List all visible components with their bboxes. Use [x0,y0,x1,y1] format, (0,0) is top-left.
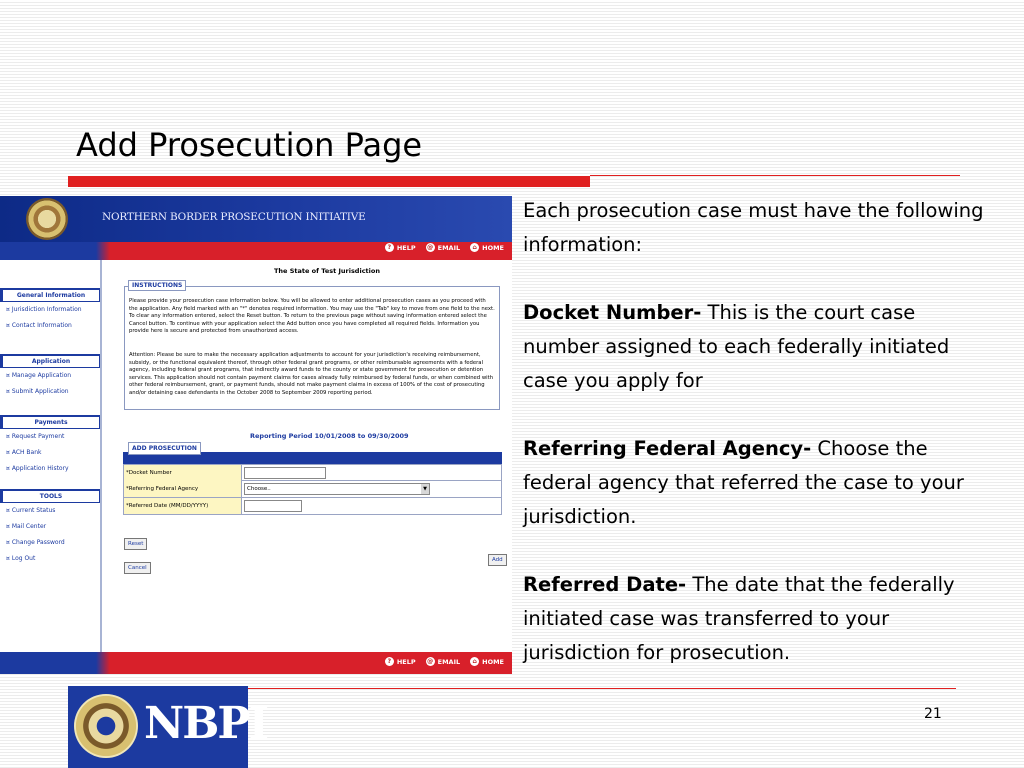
screenshot-banner [0,196,512,242]
help-label: HELP [396,243,416,252]
email-icon: @ [427,658,434,665]
home-icon: ⌂ [470,657,479,666]
home-label: HOME [482,657,504,666]
date-paragraph [523,568,993,670]
docket-label: *Docket Number [124,465,242,481]
agency-label: *Referring Federal Agency [124,481,242,497]
date-description: The date that the federally initiated case was transferred to your jurisdiction for prosecution. [523,573,955,664]
home-link-bottom[interactable] [470,657,504,666]
instructions-text: Please provide your prosecution case information below. You will be allowed to enter additional prosecution cases as you proceed with the application. Any field marked with an "*" denotes required information. You may use the "Tab" key to move from one field to the next. To clear any information entered, select the Reset button. To return to the previous page without saving information entered select the Cancel button. To continue with your application select the Add button once you have completed all required fields. Information you provide here is secure and protected from unauthorized access. [129,298,495,334]
intro-paragraph: Each prosecution case must have the following information: [523,199,984,256]
attention-text: Attention: Please be sure to make the necessary application adjustments to account for your jurisdiction's receiving reimbursement, subsidy, or the functional equivalent thereof, through other federal grant programs, or other reimbursable agreements with a federal agency, including federal grant programs, that indirectly award funds to the county or state government for prosecution or detention services. This application should not contain payment claims for cases already fully reimbursed by federal funds, or when combined with other federal reimbursement, grant, or payment funds, should not make payment claims in excess of 100% of the cost of prosecuting and/or detaining case defendants in the October 2008 to September 2009 reporting period. [129,352,494,396]
docket-row [123,464,502,481]
agency-paragraph [523,432,993,534]
agency-select[interactable] [244,483,430,495]
sidebar-item-jurisdiction[interactable]: ¤ Jurisdiction Information [0,302,100,318]
sidebar-item-mail-center[interactable]: ¤ Mail Center [0,519,100,535]
help-link-bottom[interactable] [385,657,416,666]
agency-term: Referring Federal Agency- [523,437,812,460]
sidebar-item-current-status[interactable]: ¤ Current Status [0,503,100,519]
sidebar-section-application [0,354,100,400]
sidebar-section-general [0,288,100,334]
help-label: HELP [396,657,416,666]
sidebar-item-submit-application[interactable]: ¤ Submit Application [0,384,100,400]
email-icon: @ [427,244,434,251]
add-button[interactable]: Add [488,554,507,566]
sidebar-section-payments [0,415,100,477]
main-content [104,260,512,652]
sidebar-heading-label: TOOLS [3,491,99,502]
docket-input[interactable] [244,467,326,479]
jurisdiction-title: The State of Test Jurisdiction [274,267,380,275]
reset-button[interactable]: Reset [124,538,147,550]
sidebar [0,260,102,652]
date-label: *Referred Date (MM/DD/YYYY) [124,498,242,514]
doj-seal-icon [26,198,68,240]
help-icon: ? [385,657,394,666]
sidebar-heading-label: Payments [3,417,99,428]
email-link[interactable] [426,243,461,252]
email-label: EMAIL [437,657,461,666]
home-label: HOME [482,243,504,252]
top-nav [385,243,504,252]
bottom-nav [385,657,504,666]
cancel-button[interactable]: Cancel [124,562,151,574]
sidebar-item-application-history[interactable]: ¤ Application History [0,461,100,477]
docket-paragraph [523,296,993,398]
page-number: 21 [924,706,942,722]
date-input[interactable] [244,500,302,512]
instructions-tab: INSTRUCTIONS [128,280,186,291]
description-text [523,194,993,704]
title-underline-thin [590,175,960,176]
doj-seal-icon [74,694,138,758]
slide-title: Add Prosecution Page [76,126,423,164]
sidebar-heading [0,288,100,302]
help-icon: ? [385,243,394,252]
docket-description: This is the court case number assigned to each federally initiated case you apply for [523,301,950,392]
help-link[interactable] [385,243,416,252]
email-label: EMAIL [437,243,461,252]
sidebar-heading [0,354,100,368]
sidebar-item-contact[interactable]: ¤ Contact Information [0,318,100,334]
agency-row [123,481,502,498]
home-link[interactable] [470,243,504,252]
sidebar-section-tools [0,489,100,567]
sidebar-heading-label: General Information [3,290,99,301]
home-icon: ⌂ [470,243,479,252]
agency-description: Choose the federal agency that referred the case to your jurisdiction. [523,437,964,528]
sidebar-item-change-password[interactable]: ¤ Change Password [0,535,100,551]
email-link-bottom[interactable] [426,657,461,666]
sidebar-heading [0,415,100,429]
reporting-period: Reporting Period 10/01/2008 to 09/30/2009 [250,432,409,440]
add-prosecution-tab: ADD PROSECUTION [128,442,201,455]
nbpi-logo [68,686,268,768]
date-term: Referred Date- [523,573,687,596]
date-row [123,498,502,515]
chevron-down-icon: ▼ [421,484,429,494]
docket-term: Docket Number- [523,301,702,324]
logo-text: NBPI [144,698,268,749]
sidebar-item-ach-bank[interactable]: ¤ ACH Bank [0,445,100,461]
sidebar-item-manage-application[interactable]: ¤ Manage Application [0,368,100,384]
agency-select-value: Choose.. [247,486,271,492]
banner-title: NORTHERN BORDER PROSECUTION INITIATIVE [102,211,366,223]
sidebar-heading-label: Application [3,356,99,367]
sidebar-item-log-out[interactable]: ¤ Log Out [0,551,100,567]
title-underline [68,176,590,187]
application-screenshot [0,196,512,674]
sidebar-item-request-payment[interactable]: ¤ Request Payment [0,429,100,445]
sidebar-heading [0,489,100,503]
